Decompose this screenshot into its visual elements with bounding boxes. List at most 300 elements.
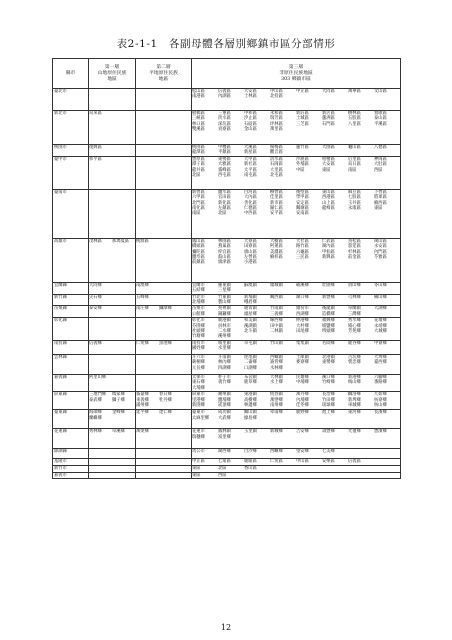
district-name: 新莊區 (296, 111, 309, 116)
district-name: 大林鎮 (270, 374, 283, 380)
district-name: 北埔鄉 (192, 300, 205, 306)
district-name: 中壢區 (218, 145, 231, 150)
district-name: 燕巢區 (218, 244, 231, 250)
district-name: 新店區 (322, 111, 335, 116)
district-name: 鹽埔鄉 (218, 397, 231, 403)
district-name: 關廟區 (296, 206, 309, 212)
district-name: 五峰鄉 (136, 294, 149, 300)
district-name: 路竹區 (296, 244, 309, 250)
header-stratum3: 第三層 非原住民族地區 303 鄉鎮市區 (192, 59, 401, 89)
district-name: 彰化市 (192, 318, 205, 324)
district-name: 太保市 (192, 374, 205, 380)
district-name: 竹田鄉 (322, 397, 335, 403)
district-name: 太麻里鄉 (192, 415, 210, 421)
district-name: 竹塘鄉 (192, 334, 205, 340)
district-name: 二林鎮 (270, 329, 283, 335)
district-name: 萬巒鄉 (270, 397, 283, 403)
district-name: 南港區 (192, 94, 205, 100)
district-name: 北屯區 (270, 173, 283, 179)
district-name: 北門區 (192, 200, 205, 206)
district-name: 復興區 (89, 145, 102, 150)
district-name: 員山鄉 (348, 282, 361, 288)
district-name: 外埔區 (296, 162, 309, 168)
district-name: 茄萣區 (348, 244, 361, 250)
district-name: 吉安鄉 (296, 429, 309, 435)
col-a-cell (89, 189, 136, 238)
district-name: 潭子區 (192, 162, 205, 168)
col-b-cell (136, 374, 192, 391)
district-name: 牡丹鄉 (159, 397, 172, 403)
district-name: 茂林區 (89, 238, 102, 244)
county-cell: 嘉義市 (53, 472, 89, 478)
col-c-cell (192, 429, 401, 449)
district-name: 東區 (374, 206, 383, 212)
district-name: 六龜區 (296, 249, 309, 255)
district-name: 蘆洲區 (322, 116, 335, 122)
district-name: 麟洛鄉 (348, 392, 361, 398)
district-name: 龍崎區 (322, 206, 335, 212)
county-cell: 新竹縣 (53, 294, 89, 306)
col-c-cell (192, 145, 401, 157)
col-c-cell (192, 374, 401, 391)
district-name: 福興鄉 (322, 318, 335, 324)
district-name: 三義鄉 (270, 311, 283, 317)
col-a-cell (89, 318, 136, 341)
district-name: 桃園區 (192, 145, 205, 150)
col-b-cell (136, 318, 192, 341)
district-name: 阿里山鄉 (89, 374, 107, 380)
district-name: 中正區 (192, 459, 205, 465)
district-name: 前金區 (348, 255, 361, 261)
district-name: 六甲區 (192, 195, 205, 201)
district-name: 歸仁區 (270, 206, 283, 212)
district-name: 西港區 (322, 195, 335, 201)
district-name: 泰安鄉 (89, 306, 102, 312)
district-name: 田尾鄉 (296, 329, 309, 335)
district-name: 褒忠鄉 (348, 360, 361, 366)
district-name: 霧峰區 (218, 167, 231, 173)
district-name: 大樹區 (270, 238, 283, 244)
district-name: 新社區 (244, 162, 257, 168)
district-name: 北區 (218, 466, 227, 472)
district-name: 永和區 (270, 111, 283, 116)
district-name: 玉井區 (348, 200, 361, 206)
col-c-cell (192, 282, 401, 294)
district-name: 草屯鎮 (244, 340, 257, 346)
district-name: 壽豐鄉 (322, 429, 335, 435)
district-name: 安南區 (296, 211, 309, 217)
county-cell: 臺東縣 (53, 410, 89, 429)
district-name: 鳥松區 (348, 238, 361, 244)
district-name: 內門區 (374, 249, 387, 255)
district-name: 梓官區 (218, 249, 231, 255)
district-name: 板橋區 (192, 111, 205, 116)
table-row (53, 156, 401, 189)
col-a-cell (89, 294, 136, 306)
col-b-cell (136, 145, 192, 157)
district-name: 臺東市 (192, 410, 205, 416)
district-name: 豐濱鄉 (374, 429, 387, 435)
header-stratum1: 第一層 山地原住民族 地區 (89, 59, 136, 89)
district-name: 延平鄉 (136, 410, 149, 416)
district-name: 海端鄉 (89, 410, 102, 416)
district-name: 和平區 (89, 156, 102, 162)
district-name: 內湖區 (218, 94, 231, 100)
district-name: 西螺鎮 (270, 354, 283, 360)
district-name: 苓雅區 (374, 255, 387, 261)
table-row (53, 449, 401, 459)
district-name: 白河區 (244, 189, 257, 195)
district-name: 大村鄉 (296, 323, 309, 329)
district-name: 達仁鄉 (159, 410, 172, 416)
county-cell: 新竹市 (53, 466, 89, 472)
col-a-cell (89, 392, 136, 410)
county-cell: 臺中市 (53, 156, 89, 189)
district-name: 鹽埕區 (192, 255, 205, 261)
district-name: 雙溪區 (192, 127, 205, 133)
district-name: 通霄鎮 (244, 306, 257, 312)
district-name: 光復鄉 (348, 429, 361, 435)
district-name: 梅山鄉 (348, 380, 361, 386)
district-name: 霧臺鄉 (136, 392, 149, 398)
district-name: 左鎮區 (218, 206, 231, 212)
district-name: 東石鄉 (192, 380, 205, 386)
col-b-cell (136, 238, 192, 282)
col-c-cell (192, 318, 401, 341)
district-name: 平鎮區 (218, 150, 231, 156)
county-cell: 花蓮縣 (53, 429, 89, 449)
district-name: 瑞芳區 (270, 116, 283, 122)
district-name: 新埤鄉 (348, 397, 361, 403)
district-name: 東區 (192, 472, 201, 478)
district-name: 大埤鄉 (374, 354, 387, 360)
district-name: 瑪家鄉 (112, 392, 125, 398)
district-name: 卓蘭鎮 (348, 306, 361, 312)
district-name: 新屋區 (244, 150, 257, 156)
district-name: 南區 (192, 211, 201, 217)
district-name: 望安鄉 (296, 449, 309, 455)
district-name: 寶山鄉 (218, 300, 231, 306)
district-name: 卓溪鄉 (112, 429, 125, 435)
district-name: 石門區 (322, 121, 335, 127)
district-name: 土城區 (296, 116, 309, 122)
district-name: 大湖鄉 (374, 306, 387, 312)
district-name: 太平區 (244, 167, 257, 173)
district-name: 永安區 (374, 244, 387, 250)
district-name: 五股區 (348, 116, 361, 122)
district-name: 林內鄉 (218, 360, 231, 366)
district-name: 潮州鎮 (218, 392, 231, 398)
district-name: 新埔鎮 (244, 294, 257, 300)
county-cell: 澎湖縣 (53, 449, 89, 459)
district-name: 竹南鎮 (270, 306, 283, 312)
district-name: 頭屋鄉 (244, 311, 257, 317)
district-name: 豐原區 (192, 156, 205, 162)
district-name: 西湖鄉 (296, 311, 309, 317)
district-name: 大同鄉 (89, 282, 102, 288)
district-name: 東區 (322, 167, 331, 173)
district-name: 三灣鄉 (348, 311, 361, 317)
district-name: 番路鄉 (374, 380, 387, 386)
col-a-cell (89, 459, 136, 466)
col-c-cell (192, 459, 401, 466)
district-name: 麥寮鄉 (296, 360, 309, 366)
col-b-cell (136, 410, 192, 429)
district-name: 朴子市 (218, 374, 231, 380)
district-name: 虎尾鎮 (244, 354, 257, 360)
district-name: 西區 (218, 472, 227, 478)
district-name: 秀水鄉 (348, 318, 361, 324)
district-name: 后里區 (348, 156, 361, 162)
table-row (53, 111, 401, 145)
district-name: 南州鄉 (270, 402, 283, 408)
district-name: 頭份市 (296, 306, 309, 312)
col-b-cell (136, 472, 192, 478)
district-name: 長治鄉 (322, 392, 335, 398)
district-name: 北區 (192, 173, 201, 179)
district-name: 大安區 (244, 89, 257, 94)
district-name: 北斗鎮 (244, 329, 257, 335)
district-name: 莿桐鄉 (192, 360, 205, 366)
district-name: 大雅區 (218, 162, 231, 168)
district-name: 山上區 (322, 200, 335, 206)
district-name: 安定區 (296, 200, 309, 206)
col-c-cell (192, 294, 401, 306)
district-name: 湖口鄉 (296, 294, 309, 300)
col-c-cell (192, 354, 401, 374)
table-body (53, 89, 401, 479)
district-name: 獅子鄉 (112, 397, 125, 403)
district-name: 泰武鄉 (89, 397, 102, 403)
district-name: 岡山區 (374, 238, 387, 244)
district-name: 金山區 (244, 127, 257, 133)
district-name: 永靖鄉 (374, 323, 387, 329)
district-name: 官田區 (218, 195, 231, 201)
district-name: 琉球鄉 (322, 402, 335, 408)
district-name: 下營區 (374, 189, 387, 195)
district-name: 林口區 (192, 121, 205, 127)
col-a-cell (89, 238, 136, 282)
district-name: 信義區 (218, 89, 231, 94)
col-a-cell (89, 156, 136, 189)
county-cell: 新北市 (53, 111, 89, 145)
district-name: 學甲區 (296, 195, 309, 201)
district-name: 關山鎮 (244, 410, 257, 416)
col-a-cell (89, 145, 136, 157)
district-name: 四湖鄉 (218, 365, 231, 371)
district-name: 元長鄉 (192, 365, 205, 371)
district-name: 大武鄉 (218, 415, 231, 421)
table-row (53, 374, 401, 391)
district-name: 暖暖區 (244, 459, 257, 465)
district-name: 六腳鄉 (374, 374, 387, 380)
district-name: 水上鄉 (270, 380, 283, 386)
district-name: 和美鎮 (244, 318, 257, 324)
table-row (53, 282, 401, 294)
district-name: 斗南鎮 (218, 354, 231, 360)
district-name: 汐止區 (244, 116, 257, 122)
district-name: 水林鄉 (270, 365, 283, 371)
header-stratum2: 第二層 平地原住民族 地區 (136, 59, 192, 89)
district-name: 杉林區 (348, 249, 361, 255)
district-name: 花壇鄉 (374, 318, 387, 324)
district-name: 長濱鄉 (374, 410, 387, 416)
col-b-cell (136, 459, 192, 466)
district-name: 竹東鎮 (218, 294, 231, 300)
district-name: 中埔鄉 (296, 380, 309, 386)
district-name: 來義鄉 (136, 397, 149, 403)
district-name: 公館鄉 (192, 311, 205, 317)
district-name: 蘇澳鎮 (244, 282, 257, 288)
district-name: 枋寮鄉 (374, 397, 387, 403)
district-name: 中山區 (270, 89, 283, 94)
district-name: 枋山鄉 (374, 402, 387, 408)
district-name: 仁愛鄉 (136, 340, 149, 346)
district-name: 瑞穗鄉 (192, 434, 205, 440)
district-name: 橋頭區 (192, 244, 205, 250)
district-name: 萬丹鄉 (296, 392, 309, 398)
district-name: 古坑鄉 (348, 354, 361, 360)
district-name: 南澳鄉 (136, 282, 149, 288)
district-name: 尖石鄉 (89, 294, 102, 300)
col-b-cell (136, 354, 192, 374)
district-name: 三地門鄉 (89, 392, 107, 398)
district-name: 美濃區 (270, 249, 283, 255)
col-c-cell (192, 472, 401, 478)
district-name: 竹北市 (192, 294, 205, 300)
col-c-cell (192, 238, 401, 282)
district-name: 中正區 (296, 89, 309, 94)
district-name: 橫山鄉 (374, 294, 387, 300)
district-name: 新化區 (218, 200, 231, 206)
page-title: 表2-1-1 各副母體各層別鄉鎮市區分部情形 (116, 38, 336, 50)
district-name: 臺西鄉 (374, 360, 387, 366)
col-c-cell (192, 306, 401, 318)
district-name: 大園區 (322, 145, 335, 150)
table-row (53, 472, 401, 478)
district-name: 後壁區 (296, 189, 309, 195)
district-name: 峨眉鄉 (244, 300, 257, 306)
col-b-cell (136, 306, 192, 318)
col-b-cell (136, 294, 192, 306)
col-a-cell (89, 282, 136, 294)
county-cell: 宜蘭縣 (53, 282, 89, 294)
district-name: 關西鎮 (270, 294, 283, 300)
col-c-cell (192, 392, 401, 410)
district-name: 楠梓區 (270, 255, 283, 261)
district-name: 中和區 (244, 111, 257, 116)
district-name: 後龍鎮 (322, 306, 335, 312)
district-name: 二水鄉 (218, 329, 231, 335)
district-name: 小港區 (244, 260, 257, 266)
district-name: 斗六市 (192, 354, 205, 360)
district-name: 新營區 (192, 189, 205, 195)
district-name: 樹林區 (348, 111, 361, 116)
col-c-cell (192, 340, 401, 354)
district-name: 蘆竹區 (296, 145, 309, 150)
district-name: 七美鄉 (322, 449, 335, 455)
table-row (53, 189, 401, 238)
county-cell: 基隆市 (53, 459, 89, 466)
district-name: 大社區 (296, 238, 309, 244)
district-name: 壯圍鄉 (322, 282, 335, 288)
district-name: 鳳山區 (192, 238, 205, 244)
district-name: 溪口鄉 (322, 374, 335, 380)
table-row (53, 429, 401, 449)
table-row (53, 238, 401, 282)
district-distribution-table (52, 58, 401, 479)
district-name: 七股區 (348, 195, 361, 201)
district-name: 南化區 (192, 206, 205, 212)
district-name: 南屯區 (244, 173, 257, 179)
district-name: 西屯區 (218, 173, 231, 179)
district-name: 新豐鄉 (322, 294, 335, 300)
district-name: 埔鹽鄉 (322, 323, 335, 329)
district-name: 銅鑼鄉 (218, 311, 231, 317)
col-b-cell (136, 111, 192, 145)
district-name: 魚池鄉 (159, 340, 172, 346)
county-cell: 苗栗縣 (53, 306, 89, 318)
district-name: 名間鄉 (322, 340, 335, 346)
col-a-cell (89, 472, 136, 478)
district-name: 溪湖鎮 (244, 323, 257, 329)
district-name: 仁愛區 (270, 459, 283, 465)
district-name: 土庫鎮 (296, 354, 309, 360)
county-cell: 南投縣 (53, 340, 89, 354)
district-name: 高樹鄉 (244, 397, 257, 403)
district-name: 民雄鄉 (296, 374, 309, 380)
district-name: 中區 (296, 167, 305, 173)
table-row (53, 306, 401, 318)
district-name: 造橋鄉 (322, 311, 335, 317)
col-a-cell (89, 410, 136, 429)
district-name: 二崙鄉 (244, 360, 257, 366)
table-row (53, 340, 401, 354)
county-cell: 彰化縣 (53, 318, 89, 341)
table-row (53, 459, 401, 466)
district-name: 麻豆區 (348, 189, 361, 195)
district-name: 獅潭鄉 (159, 306, 172, 312)
district-name: 東勢鄉 (322, 360, 335, 366)
district-name: 沙鹿區 (296, 156, 309, 162)
district-name: 大溪區 (244, 145, 257, 150)
district-name: 集集鎮 (296, 340, 309, 346)
col-a-cell (89, 374, 136, 391)
district-name: 石岡區 (270, 162, 283, 168)
district-name: 恆春鎮 (270, 392, 283, 398)
district-name: 坪林區 (270, 121, 283, 127)
district-name: 芳苑鄉 (348, 329, 361, 335)
district-name: 林邊鄉 (244, 402, 257, 408)
district-name: 松山區 (192, 89, 205, 94)
district-name: 三民區 (296, 255, 309, 261)
district-name: 楠西區 (374, 200, 387, 206)
district-name: 鹿草鄉 (244, 380, 257, 386)
district-name: 九如鄉 (374, 392, 387, 398)
col-c-cell (192, 410, 401, 429)
district-name: 淡水區 (218, 116, 231, 122)
col-b-cell (136, 392, 192, 410)
district-name: 東勢區 (218, 156, 231, 162)
county-cell: 臺北市 (53, 89, 89, 111)
district-name: 安樂區 (322, 459, 335, 465)
district-name: 義竹鄉 (218, 380, 231, 386)
district-name: 中山區 (296, 459, 309, 465)
district-name: 富里鄉 (218, 434, 231, 440)
col-a-cell (89, 340, 136, 354)
district-name: 春日鄉 (159, 392, 172, 398)
district-name: 阿蓮區 (270, 244, 283, 250)
